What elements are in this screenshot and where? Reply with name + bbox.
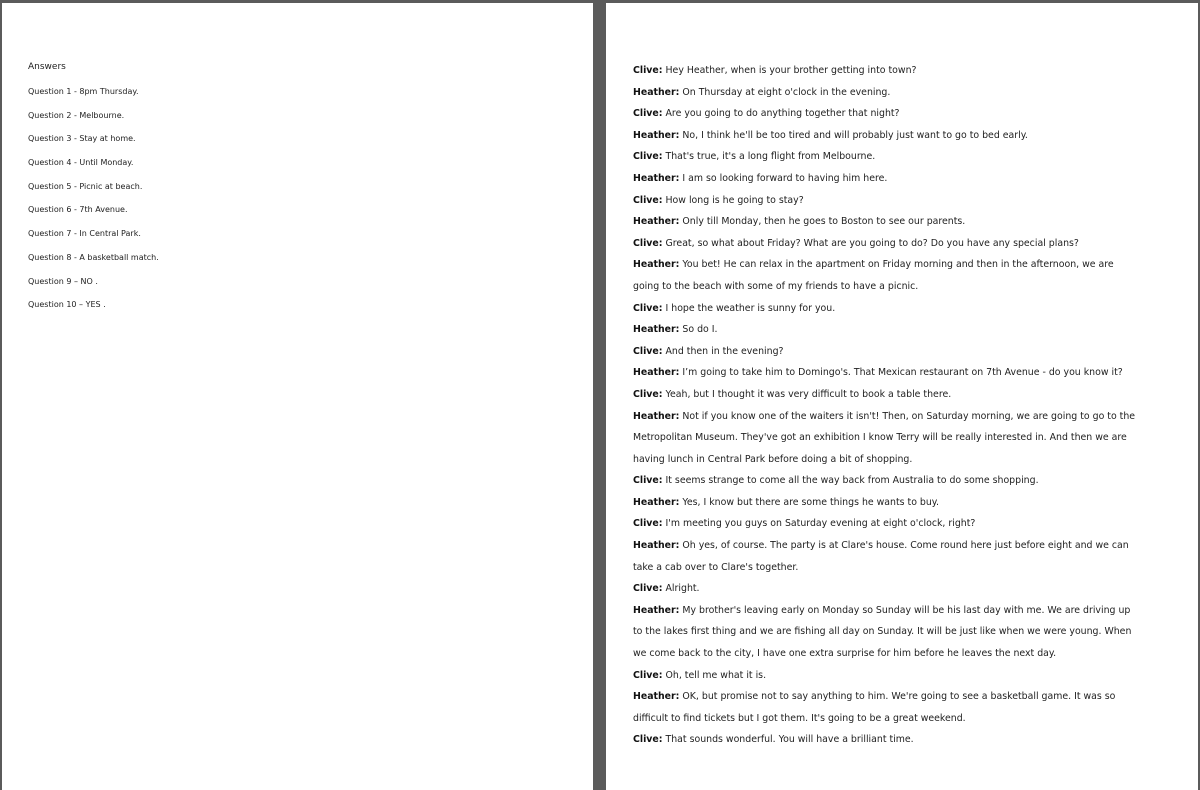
dialogue-line xyxy=(633,535,1141,578)
dialogue-text: Alright. xyxy=(662,583,700,595)
dialogue-text: I’m going to take him to Domingo's. That Mexican restaurant on 7th Avenue - do you know it? xyxy=(679,367,1123,379)
speaker-name: Heather: xyxy=(633,410,680,422)
dialogue-text: Oh yes, of course. The party is at Clare's house. Come round here just before eight and we can take a cab over to Clare's together. xyxy=(633,540,1129,573)
speaker-name: Clive: xyxy=(633,734,663,746)
dialogue-text: Oh, tell me what it is. xyxy=(662,669,767,681)
dialogue-text: Hey Heather, when is your brother getting into town? xyxy=(662,65,917,76)
speaker-name: Heather: xyxy=(633,172,680,184)
dialogue-text: How long is he going to stay? xyxy=(662,194,804,206)
dialogue-text: I'm meeting you guys on Saturday evening at eight o'clock, right? xyxy=(662,518,976,530)
dialogue-text: On Thursday at eight o'clock in the evening. xyxy=(679,86,891,98)
speaker-name: Clive: xyxy=(633,345,663,357)
speaker-name: Heather: xyxy=(633,496,680,508)
dialogue-line xyxy=(633,60,1141,82)
speaker-name: Heather: xyxy=(633,367,680,379)
answer-item: Question 7 - In Central Park. xyxy=(28,229,141,239)
dialogue-text: That sounds wonderful. You will have a brilliant time. xyxy=(662,734,914,746)
dialogue-line xyxy=(633,578,1141,600)
dialogue-text: Are you going to do anything together that night? xyxy=(662,108,900,120)
speaker-name: Clive: xyxy=(633,108,663,120)
dialogue-line xyxy=(633,168,1141,190)
dialogue-line xyxy=(633,384,1141,406)
dialogue-line xyxy=(633,362,1141,384)
dialogue-line xyxy=(633,665,1141,687)
speaker-name: Heather: xyxy=(633,540,680,552)
dialogue-text: No, I think he'll be too tired and will probably just want to go to bed early. xyxy=(679,129,1028,141)
dialogue-line xyxy=(633,82,1141,104)
dialogue-line xyxy=(633,470,1141,492)
speaker-name: Heather: xyxy=(633,216,680,228)
page-dialogue xyxy=(606,3,1198,790)
dialogue-line xyxy=(633,729,1141,751)
dialogue-text: And then in the evening? xyxy=(662,345,784,357)
dialogue-line xyxy=(633,125,1141,147)
speaker-name: Clive: xyxy=(633,475,663,487)
answer-item: Question 4 - Until Monday. xyxy=(28,158,134,168)
dialogue-transcript xyxy=(633,60,1141,751)
answer-item: Question 6 - 7th Avenue. xyxy=(28,205,128,215)
dialogue-text: So do I. xyxy=(679,324,718,336)
speaker-name: Clive: xyxy=(633,194,663,206)
dialogue-text: Not if you know one of the waiters it isn't! Then, on Saturday morning, we are going to go to the Metropolitan Museum. They've got an exhibition I know Terry will be really interested in. And then we are having lunch in Central Park before doing a bit of shopping. xyxy=(633,410,1136,465)
speaker-name: Heather: xyxy=(633,604,680,616)
speaker-name: Heather: xyxy=(633,86,680,98)
dialogue-text: Great, so what about Friday? What are you going to do? Do you have any special plans? xyxy=(662,237,1079,249)
dialogue-line xyxy=(633,492,1141,514)
dialogue-text: That's true, it's a long flight from Melbourne. xyxy=(662,151,876,163)
dialogue-line xyxy=(633,600,1141,665)
answer-item: Question 3 - Stay at home. xyxy=(28,134,136,144)
speaker-name: Clive: xyxy=(633,302,663,314)
speaker-name: Heather: xyxy=(633,691,680,703)
speaker-name: Heather: xyxy=(633,129,680,141)
dialogue-text: Yeah, but I thought it was very difficult to book a table there. xyxy=(662,388,952,400)
dialogue-line xyxy=(633,190,1141,212)
dialogue-line xyxy=(633,298,1141,320)
speaker-name: Clive: xyxy=(633,518,663,530)
speaker-name: Clive: xyxy=(633,65,663,76)
dialogue-line xyxy=(633,254,1141,297)
dialogue-line xyxy=(633,406,1141,471)
speaker-name: Clive: xyxy=(633,388,663,400)
speaker-name: Heather: xyxy=(633,324,680,336)
dialogue-line xyxy=(633,103,1141,125)
dialogue-text: I hope the weather is sunny for you. xyxy=(662,302,836,314)
answers-heading: Answers xyxy=(28,62,66,72)
dialogue-line xyxy=(633,211,1141,233)
dialogue-text: Yes, I know but there are some things he wants to buy. xyxy=(679,496,940,508)
dialogue-text: You bet! He can relax in the apartment on Friday morning and then in the afternoon, we are going to the beach with some of my friends to have a picnic. xyxy=(633,259,1114,292)
dialogue-text: My brother's leaving early on Monday so Sunday will be his last day with me. We are driving up to the lakes first thing and we are fishing all day on Sunday. It will be just like when we were young. When we come back to the city, I have one extra surprise for him before he leaves the next day. xyxy=(633,604,1132,660)
speaker-name: Clive: xyxy=(633,237,663,249)
answer-item: Question 10 – YES . xyxy=(28,300,106,310)
answer-item: Question 2 - Melbourne. xyxy=(28,110,125,120)
answer-item: Question 1 - 8pm Thursday. xyxy=(28,87,139,96)
answer-item: Question 9 – NO . xyxy=(28,276,98,286)
dialogue-line xyxy=(633,513,1141,535)
dialogue-line xyxy=(633,319,1141,341)
dialogue-text: It seems strange to come all the way back from Australia to do some shopping. xyxy=(662,475,1039,487)
dialogue-text: OK, but promise not to say anything to him. We're going to see a basketball game. It was so difficult to find tickets but I got them. It's going to be a great weekend. xyxy=(633,691,1116,724)
speaker-name: Clive: xyxy=(633,669,663,681)
speaker-name: Clive: xyxy=(633,151,663,163)
dialogue-line xyxy=(633,341,1141,363)
page-answers xyxy=(2,3,593,790)
answer-item: Question 8 - A basketball match. xyxy=(28,252,159,262)
speaker-name: Clive: xyxy=(633,583,663,595)
dialogue-line xyxy=(633,146,1141,168)
dialogue-line xyxy=(633,233,1141,255)
dialogue-text: Only till Monday, then he goes to Boston to see our parents. xyxy=(679,216,966,228)
dialogue-text: I am so looking forward to having him here. xyxy=(679,172,888,184)
speaker-name: Heather: xyxy=(633,259,680,271)
answers-list xyxy=(28,87,159,324)
answer-item: Question 5 - Picnic at beach. xyxy=(28,181,143,191)
dialogue-line xyxy=(633,686,1141,729)
